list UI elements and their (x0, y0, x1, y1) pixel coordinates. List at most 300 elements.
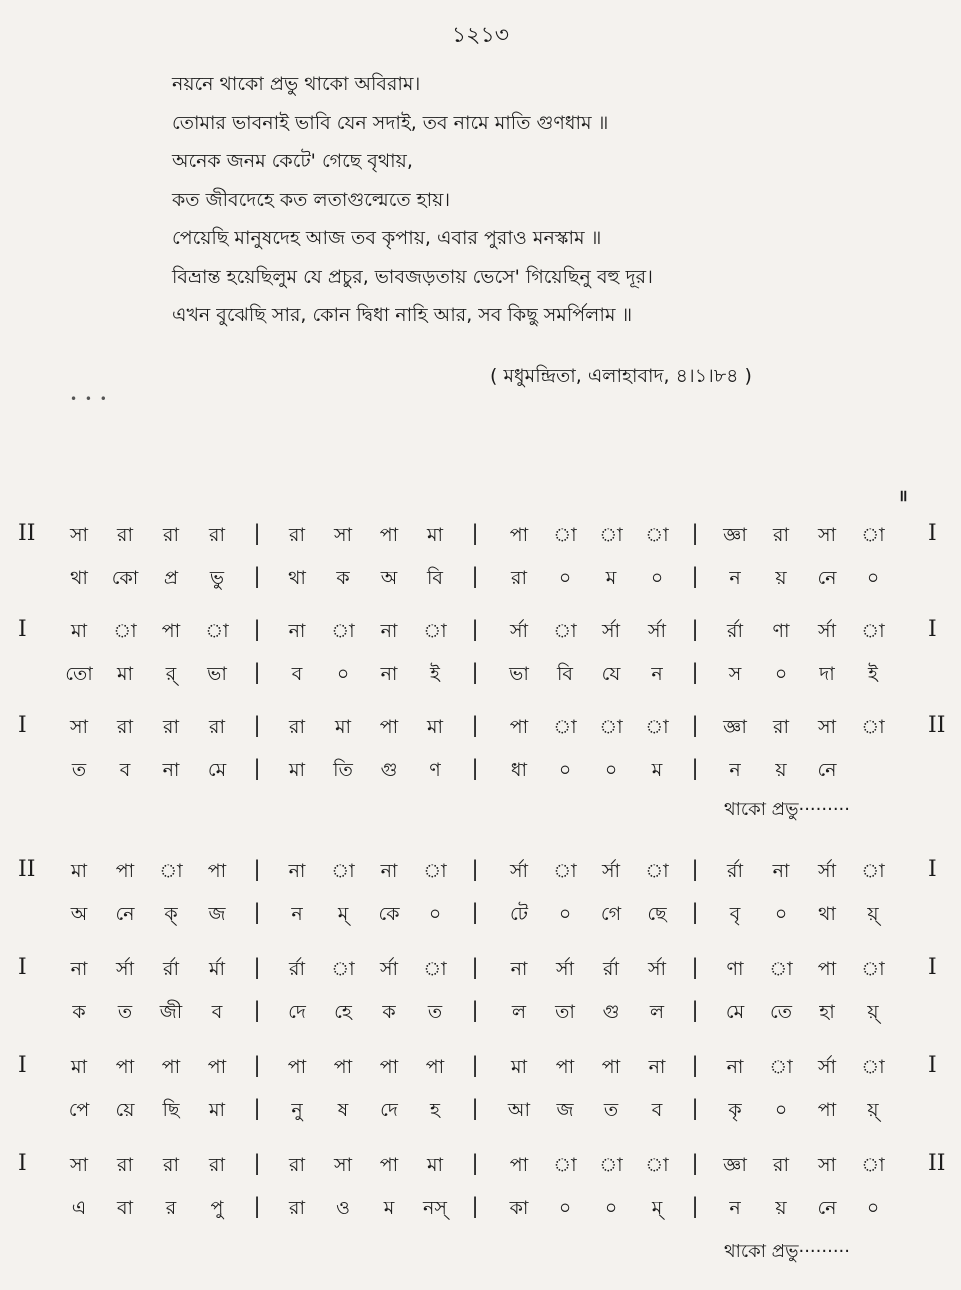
lyric-syllable: দে (380, 1099, 398, 1121)
measure-divider: | (691, 617, 699, 641)
lyric-syllable: ০ (604, 1197, 618, 1219)
lyric-syllable: জ (556, 1099, 574, 1121)
left-bar-mark: II (18, 521, 36, 546)
swara-syllable: পা (207, 1056, 227, 1078)
lyric-syllable: স (728, 663, 742, 685)
lyric-syllable: বা (116, 1197, 134, 1219)
lyric-syllable: গু (602, 1001, 620, 1023)
lyric-syllable: আ (507, 1099, 531, 1121)
lyric-syllable: য়ে (115, 1099, 135, 1121)
swara-syllable: পা (509, 524, 529, 546)
measure-divider: | (471, 1151, 479, 1175)
lyric-syllable: কা (509, 1197, 529, 1219)
swara-syllable: রা (117, 524, 133, 546)
swara-syllable: পা (425, 1056, 445, 1078)
lyric-syllable: নে (817, 567, 837, 589)
swara-syllable: না (772, 860, 790, 882)
swara-syllable: না (288, 620, 306, 642)
lyric-syllable: ০ (774, 903, 788, 925)
measure-divider: | (471, 998, 479, 1022)
measure-divider: | (471, 713, 479, 737)
lyric-syllable: র্ (165, 663, 177, 685)
lyric-syllable: য় (775, 759, 787, 781)
measure-divider: | (253, 955, 261, 979)
swara-syllable: না (380, 620, 398, 642)
lyric-row (0, 564, 961, 598)
measure-divider: | (253, 1096, 261, 1120)
swara-syllable: সা (69, 524, 89, 546)
swara-syllable: জ্ঞা (723, 524, 747, 546)
swara-syllable: া (159, 860, 183, 882)
swara-row (0, 521, 961, 555)
measure-divider: | (253, 564, 261, 588)
swara-syllable: মা (334, 716, 352, 738)
swara-syllable: সা (69, 716, 89, 738)
right-bar-mark: I (928, 1053, 937, 1078)
swara-syllable: র্সা (115, 958, 135, 980)
lyric-syllable: কো (111, 567, 139, 589)
swara-syllable: মা (426, 1154, 444, 1176)
lyric-syllable: ণ (429, 759, 441, 781)
swara-syllable: া (861, 1056, 885, 1078)
lyric-syllable: এ (71, 1197, 87, 1219)
swara-syllable: র্রা (727, 860, 743, 882)
measure-divider: | (691, 857, 699, 881)
lyric-syllable: ভা (509, 663, 529, 685)
swara-syllable: না (648, 1056, 666, 1078)
measure-divider: | (471, 900, 479, 924)
measure-divider: | (691, 955, 699, 979)
measure-divider: | (691, 1053, 699, 1077)
measure-divider: | (253, 756, 261, 780)
poem-line: এখন বুঝেছি সার, কোন দ্বিধা নাহি আর, সব কিছু সমর্পিলাম ॥ (172, 304, 633, 326)
swara-syllable: র্রা (603, 958, 619, 980)
lyric-syllable: য়্ (867, 1099, 879, 1121)
lyric-syllable: ব (291, 663, 303, 685)
swara-syllable: র্সা (601, 860, 621, 882)
left-bar-mark: I (18, 617, 27, 642)
lyric-syllable: ন (291, 903, 303, 925)
swara-syllable: মা (426, 524, 444, 546)
swara-syllable: া (423, 620, 447, 642)
lyric-syllable: বি (426, 567, 443, 589)
swara-syllable: া (645, 524, 669, 546)
swara-syllable: র্সা (601, 620, 621, 642)
left-bar-mark: I (18, 713, 27, 738)
lyric-syllable: বৃ (729, 903, 741, 925)
lyric-syllable: তা (555, 1001, 575, 1023)
swara-syllable: জ্ঞা (723, 716, 747, 738)
swara-syllable: া (423, 958, 447, 980)
lyric-syllable: ছে (647, 903, 667, 925)
lyric-syllable: যে (601, 663, 621, 685)
measure-divider: | (691, 1194, 699, 1218)
swara-syllable: রা (209, 716, 225, 738)
swara-syllable: া (205, 620, 229, 642)
swara-syllable: মা (426, 716, 444, 738)
lyric-syllable: ল (649, 1001, 665, 1023)
lyric-syllable: ম্ (651, 1197, 663, 1219)
swara-row (0, 857, 961, 891)
swara-syllable: পা (161, 1056, 181, 1078)
lyric-syllable: ০ (866, 567, 880, 589)
swara-row (0, 617, 961, 651)
measure-divider: | (691, 900, 699, 924)
swara-syllable: া (553, 860, 577, 882)
lyric-syllable: ০ (650, 567, 664, 589)
swara-syllable: রা (117, 716, 133, 738)
lyric-syllable: হা (819, 1001, 835, 1023)
poem-line: নয়নে থাকো প্রভু থাকো অবিরাম। (172, 73, 421, 95)
measure-divider: | (471, 1194, 479, 1218)
lyric-syllable: হ (430, 1099, 440, 1121)
swara-syllable: রা (773, 524, 789, 546)
swara-syllable: র্সা (509, 860, 529, 882)
swara-syllable: পা (379, 1154, 399, 1176)
swara-syllable: া (861, 1154, 885, 1176)
swara-row (0, 1151, 961, 1185)
swara-syllable: র্রা (727, 620, 743, 642)
right-bar-mark: II (928, 1151, 946, 1176)
measure-divider: | (471, 564, 479, 588)
lyric-syllable: না (380, 663, 398, 685)
measure-divider: | (471, 756, 479, 780)
swara-syllable: পা (379, 716, 399, 738)
swara-syllable: র্সা (509, 620, 529, 642)
swara-syllable: পা (287, 1056, 307, 1078)
lyric-syllable: নস্ (423, 1197, 447, 1219)
swara-syllable: পা (509, 1154, 529, 1176)
swara-syllable: া (599, 716, 623, 738)
swara-syllable: া (331, 620, 355, 642)
lyric-row (0, 998, 961, 1032)
lyric-row (0, 660, 961, 694)
swara-syllable: া (553, 524, 577, 546)
swara-syllable: া (599, 524, 623, 546)
swara-syllable: মা (70, 620, 88, 642)
lyric-syllable: ক (382, 1001, 396, 1023)
lyric-syllable: রা (289, 1197, 305, 1219)
swara-syllable: জ্ঞা (723, 1154, 747, 1176)
lyric-syllable: অ (70, 903, 88, 925)
lyric-syllable: কে (378, 903, 400, 925)
measure-divider: | (471, 617, 479, 641)
lyric-syllable: ০ (558, 903, 572, 925)
measure-divider: | (471, 521, 479, 545)
swara-syllable: র্সা (817, 1056, 837, 1078)
lyric-syllable: ন (651, 663, 663, 685)
swara-syllable: া (553, 716, 577, 738)
lyric-syllable: থা (818, 903, 836, 925)
lyric-syllable: ০ (774, 1099, 788, 1121)
lyric-syllable: র (165, 1197, 177, 1219)
right-bar-mark: I (928, 521, 937, 546)
measure-divider: | (471, 857, 479, 881)
swara-syllable: না (726, 1056, 744, 1078)
poem-line: বিভ্রান্ত হয়েছিলুম যে প্রচুর, ভাবজড়তায় ভেসে' গিয়েছিনু বহু দূর। (172, 265, 653, 288)
lyric-syllable: ০ (558, 567, 572, 589)
lyric-syllable: ই (868, 663, 878, 685)
lyric-syllable: ম (383, 1197, 395, 1219)
measure-divider: | (691, 1096, 699, 1120)
lyric-syllable: য়্ (867, 903, 879, 925)
swara-syllable: রা (163, 1154, 179, 1176)
lyric-syllable: তি (333, 759, 353, 781)
swara-syllable: ণা (726, 958, 744, 980)
swara-syllable: না (510, 958, 528, 980)
lyric-syllable: দে (288, 1001, 306, 1023)
swara-syllable: পা (379, 1056, 399, 1078)
lyric-syllable: হে (334, 1001, 352, 1023)
double-bar-mark: ॥ (898, 486, 908, 505)
measure-divider: | (253, 857, 261, 881)
lyric-syllable: মা (288, 759, 306, 781)
swara-syllable: রা (289, 1154, 305, 1176)
measure-divider: | (691, 713, 699, 737)
lyric-syllable: ম্ (337, 903, 349, 925)
swara-syllable: া (861, 958, 885, 980)
swara-syllable: রা (209, 1154, 225, 1176)
swara-syllable: মা (70, 1056, 88, 1078)
right-bar-mark: I (928, 955, 937, 980)
swara-row (0, 713, 961, 747)
measure-divider: | (253, 713, 261, 737)
measure-divider: | (471, 1053, 479, 1077)
left-bar-mark: I (18, 1151, 27, 1176)
swara-syllable: র্সা (379, 958, 399, 980)
lyric-syllable: মে (207, 759, 227, 781)
measure-divider: | (691, 756, 699, 780)
left-bar-mark: II (18, 857, 36, 882)
measure-divider: | (253, 1053, 261, 1077)
lyric-syllable: নে (817, 1197, 837, 1219)
lyric-syllable: টে (509, 903, 529, 925)
lyric-syllable: প্র (163, 567, 179, 589)
lyric-syllable: গে (600, 903, 622, 925)
lyric-syllable: ০ (866, 1197, 880, 1219)
swara-syllable: না (288, 860, 306, 882)
swara-syllable: া (331, 860, 355, 882)
swara-syllable: সা (817, 716, 837, 738)
swara-syllable: রা (117, 1154, 133, 1176)
lyric-syllable: নে (817, 759, 837, 781)
lyric-syllable: ও (336, 1197, 350, 1219)
measure-divider: | (471, 955, 479, 979)
swara-syllable: রা (289, 524, 305, 546)
poem-line: তোমার ভাবনাই ভাবি যেন সদাই, তব নামে মাতি গুণধাম ॥ (172, 111, 609, 134)
swara-syllable: র্সা (555, 958, 575, 980)
swara-syllable: সা (333, 1154, 353, 1176)
swara-syllable: না (380, 860, 398, 882)
lyric-syllable: ক্ (164, 903, 178, 925)
lyric-syllable: ০ (604, 759, 618, 781)
measure-divider: | (691, 998, 699, 1022)
lyric-syllable: ক (336, 567, 350, 589)
measure-divider: | (253, 900, 261, 924)
refrain-cue: থাকো প্রভু········· (724, 799, 850, 820)
swara-syllable: পা (555, 1056, 575, 1078)
swara-syllable: র্সা (647, 958, 667, 980)
lyric-syllable: তো (65, 663, 93, 685)
lyric-syllable: নে (115, 903, 135, 925)
swara-syllable: া (423, 860, 447, 882)
lyric-syllable: ০ (774, 663, 788, 685)
lyric-syllable: ছি (162, 1099, 180, 1121)
swara-syllable: পা (115, 1056, 135, 1078)
swara-syllable: া (861, 620, 885, 642)
lyric-syllable: ভু (209, 567, 225, 589)
swara-syllable: পা (161, 620, 181, 642)
swara-syllable: র্রা (289, 958, 305, 980)
swara-syllable: রা (289, 716, 305, 738)
swara-syllable: রা (163, 716, 179, 738)
swara-row (0, 1053, 961, 1087)
swara-syllable: া (599, 1154, 623, 1176)
lyric-row (0, 900, 961, 934)
swara-syllable: পা (601, 1056, 621, 1078)
measure-divider: | (471, 660, 479, 684)
lyric-syllable: য় (775, 567, 787, 589)
measure-divider: | (691, 564, 699, 588)
poem-line: অনেক জনম কেটে' গেছে বৃথায়, (172, 150, 413, 172)
lyric-syllable: ন (729, 567, 741, 589)
lyric-syllable: জী (159, 1001, 183, 1023)
swara-syllable: া (861, 860, 885, 882)
swara-syllable: র্মা (208, 958, 226, 980)
lyric-syllable: পে (68, 1099, 90, 1121)
measure-divider: | (253, 617, 261, 641)
lyric-syllable: থা (288, 567, 306, 589)
swara-syllable: পা (207, 860, 227, 882)
swara-syllable: মা (510, 1056, 528, 1078)
lyric-row (0, 1194, 961, 1228)
swara-syllable: মা (70, 860, 88, 882)
swara-syllable: রা (773, 716, 789, 738)
lyric-syllable: ০ (558, 1197, 572, 1219)
swara-syllable: পা (333, 1056, 353, 1078)
lyric-syllable: পা (817, 1099, 837, 1121)
swara-syllable: র্সা (647, 620, 667, 642)
lyric-syllable: য় (775, 1197, 787, 1219)
lyric-syllable: ত (603, 1099, 619, 1121)
measure-divider: | (471, 1096, 479, 1120)
swara-syllable: া (645, 716, 669, 738)
lyric-syllable: ব (651, 1099, 663, 1121)
lyric-syllable: ই (430, 663, 440, 685)
lyric-syllable: ০ (428, 903, 442, 925)
right-bar-mark: I (928, 857, 937, 882)
swara-syllable: সা (333, 524, 353, 546)
right-bar-mark: I (928, 617, 937, 642)
swara-syllable: া (553, 1154, 577, 1176)
swara-syllable: সা (817, 524, 837, 546)
lyric-syllable: মা (116, 663, 134, 685)
lyric-syllable: তে (770, 1001, 792, 1023)
lyric-syllable: ক (72, 1001, 86, 1023)
swara-syllable: সা (817, 1154, 837, 1176)
lyric-syllable: থা (70, 567, 88, 589)
lyric-syllable: ন (729, 759, 741, 781)
swara-syllable: া (645, 860, 669, 882)
lyric-syllable: ধা (510, 759, 528, 781)
page-number: ১২১৩ (451, 23, 510, 48)
swara-row (0, 955, 961, 989)
measure-divider: | (253, 1151, 261, 1175)
right-bar-mark: II (928, 713, 946, 738)
swara-syllable: সা (69, 1154, 89, 1176)
swara-syllable: া (769, 958, 793, 980)
lyric-syllable: জ (208, 903, 226, 925)
lyric-row (0, 756, 961, 790)
swara-syllable: রা (773, 1154, 789, 1176)
measure-divider: | (253, 998, 261, 1022)
left-bar-mark: I (18, 1053, 27, 1078)
poem-block (172, 70, 932, 340)
swara-syllable: া (769, 1056, 793, 1078)
refrain-cue: থাকো প্রভু········· (724, 1241, 850, 1262)
left-bar-mark: I (18, 955, 27, 980)
lyric-syllable: পু (210, 1197, 224, 1219)
lyric-syllable: ত (117, 1001, 133, 1023)
lyric-syllable: কৃ (728, 1099, 742, 1121)
swara-syllable: ণা (772, 620, 790, 642)
lyric-syllable: মে (725, 1001, 745, 1023)
stray-dots: • • • (70, 392, 109, 406)
swara-syllable: া (645, 1154, 669, 1176)
lyric-syllable: মা (208, 1099, 226, 1121)
lyric-syllable: অ (380, 567, 398, 589)
lyric-syllable: ম (651, 759, 663, 781)
lyric-syllable: ০ (336, 663, 350, 685)
swara-syllable: পা (115, 860, 135, 882)
poem-line: পেয়েছি মানুষদেহ আজ তব কৃপায়, এবার পুরাও মনস্কাম ॥ (172, 227, 602, 249)
lyric-syllable: ন (729, 1197, 741, 1219)
swara-syllable: রা (163, 524, 179, 546)
lyric-syllable: দা (819, 663, 835, 685)
measure-divider: | (253, 1194, 261, 1218)
swara-syllable: া (113, 620, 137, 642)
measure-divider: | (691, 660, 699, 684)
swara-syllable: া (861, 524, 885, 546)
swara-syllable: রা (209, 524, 225, 546)
lyric-syllable: ল (511, 1001, 527, 1023)
lyric-syllable: ত (71, 759, 87, 781)
swara-syllable: না (70, 958, 88, 980)
poem-line: কত জীবদেহে কত লতাগুল্মেতে হায়। (172, 188, 451, 211)
lyric-syllable: বি (556, 663, 573, 685)
lyric-syllable: ম (605, 567, 617, 589)
lyric-syllable: ব (211, 1001, 223, 1023)
lyric-syllable: ত (427, 1001, 443, 1023)
lyric-syllable: নু (291, 1099, 303, 1121)
lyric-syllable: না (162, 759, 180, 781)
lyric-syllable: ভা (207, 663, 227, 685)
swara-syllable: পা (817, 958, 837, 980)
swara-syllable: া (331, 958, 355, 980)
swara-syllable: পা (379, 524, 399, 546)
lyric-syllable: ষ (337, 1099, 349, 1121)
lyric-syllable: ০ (558, 759, 572, 781)
measure-divider: | (253, 660, 261, 684)
measure-divider: | (253, 521, 261, 545)
lyric-row (0, 1096, 961, 1130)
swara-syllable: পা (509, 716, 529, 738)
measure-divider: | (691, 1151, 699, 1175)
lyric-syllable: গু (380, 759, 398, 781)
lyric-syllable: রা (511, 567, 527, 589)
lyric-syllable: য়্ (867, 1001, 879, 1023)
swara-syllable: র্রা (163, 958, 179, 980)
